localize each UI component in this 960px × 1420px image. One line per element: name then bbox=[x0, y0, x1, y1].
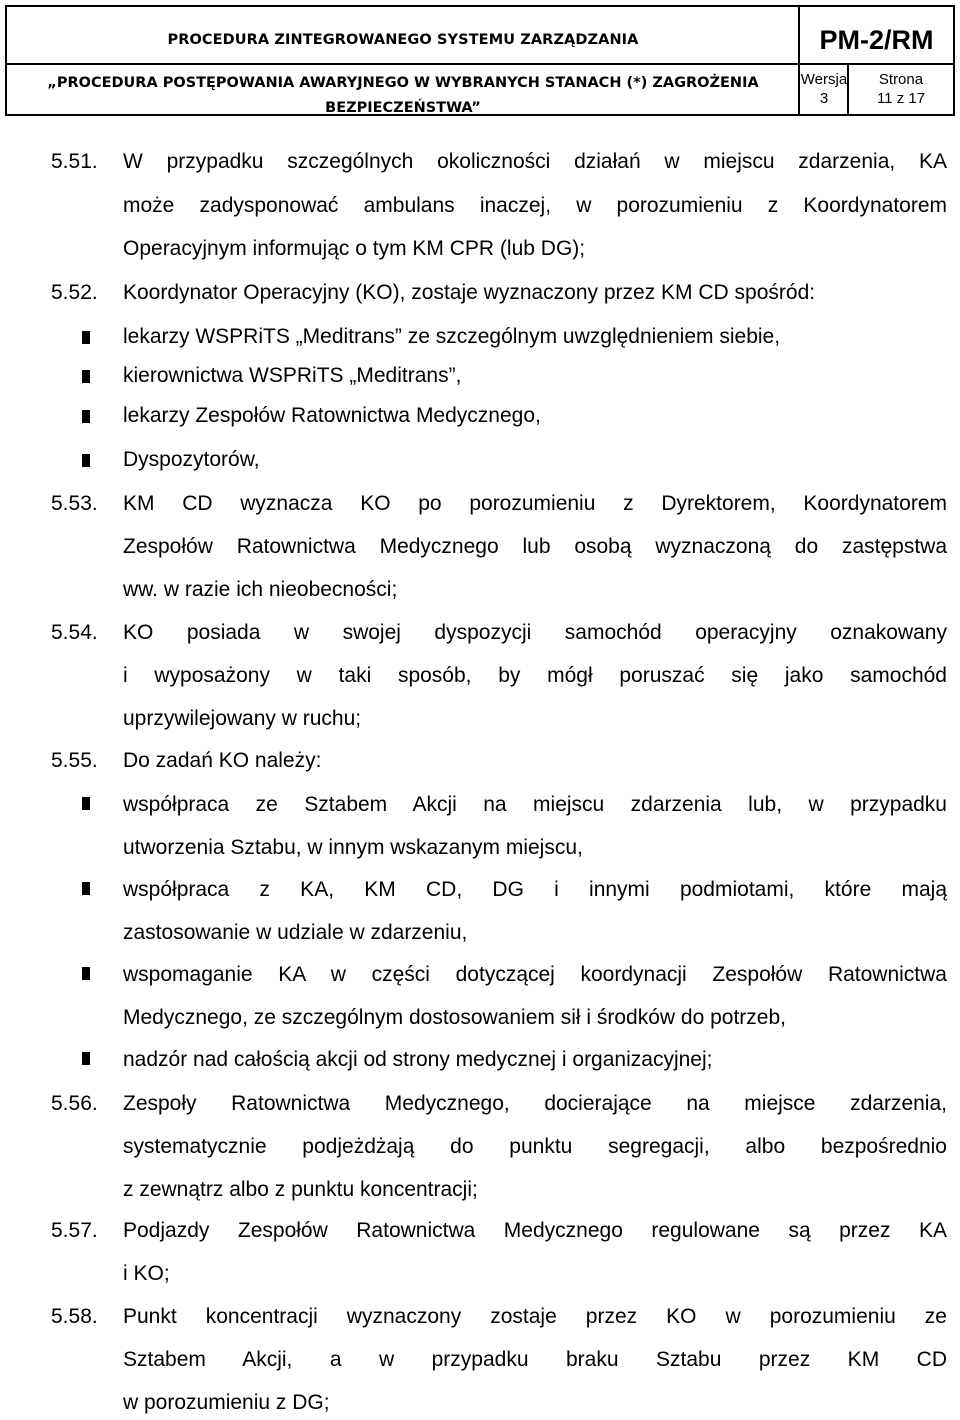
paragraph-line: KM CD wyznacza KO po porozumieniu z Dyrektorem, Koordynatorem bbox=[123, 492, 947, 515]
paragraph-line: KO posiada w swojej dyspozycji samochód operacyjny oznakowany bbox=[123, 621, 947, 644]
procedure-title-line1: „PROCEDURA POSTĘPOWANIA AWARYJNEGO W WYBRANYCH STANACH (*) ZAGROŻENIA bbox=[47, 75, 759, 91]
procedure-title-line2: BEZPIECZEŃSTWA” bbox=[325, 100, 481, 116]
paragraph-line: systematycznie podjeżdżają do punktu segregacji, albo bezpośrednio bbox=[123, 1135, 947, 1158]
item-number: 5.56. bbox=[51, 1092, 98, 1115]
bullet-marker bbox=[82, 454, 90, 467]
paragraph-line: Do zadań KO należy: bbox=[123, 749, 322, 772]
paragraph-line: może zadysponować ambulans inaczej, w porozumieniu z Koordynatorem bbox=[123, 194, 947, 217]
bullet-marker bbox=[82, 331, 90, 344]
paragraph-line: Podjazdy Zespołów Ratownictwa Medycznego regulowane są przez KA bbox=[123, 1219, 947, 1242]
bullet-text: współpraca z KA, KM CD, DG i innymi podmiotami, które mają bbox=[123, 878, 947, 901]
item-number: 5.53. bbox=[51, 492, 98, 515]
bullet-marker bbox=[82, 410, 90, 423]
item-number: 5.57. bbox=[51, 1219, 98, 1242]
version-value: 3 bbox=[819, 90, 829, 107]
item-number: 5.52. bbox=[51, 281, 98, 304]
bullet-text: zastosowanie w udziale w zdarzeniu, bbox=[123, 921, 468, 944]
paragraph-line: z zewnątrz albo z punktu koncentracji; bbox=[123, 1178, 478, 1201]
bullet-marker bbox=[82, 1052, 90, 1065]
item-number: 5.55. bbox=[51, 749, 98, 772]
bullet-text: Dyspozytorów, bbox=[123, 448, 260, 471]
paragraph-line: W przypadku szczególnych okoliczności działań w miejscu zdarzenia, KA bbox=[123, 150, 947, 173]
bullet-text: nadzór nad całością akcji od strony medycznej i organizacyjnej; bbox=[123, 1048, 713, 1071]
version-label: Wersja bbox=[800, 71, 848, 88]
bullet-marker bbox=[82, 370, 90, 383]
item-number: 5.51. bbox=[51, 150, 98, 173]
document-header bbox=[5, 5, 955, 116]
paragraph-line: uprzywilejowany w ruchu; bbox=[123, 707, 362, 730]
page-label: Strona bbox=[878, 71, 924, 88]
bullet-marker bbox=[82, 967, 90, 980]
bullet-text: lekarzy Zespołów Ratownictwa Medycznego, bbox=[123, 404, 541, 427]
bullet-text: wspomaganie KA w części dotyczącej koordynacji Zespołów Ratownictwa bbox=[123, 963, 947, 986]
item-number: 5.58. bbox=[51, 1305, 98, 1328]
paragraph-line: Zespołów Ratownictwa Medycznego lub osobą wyznaczoną do zastępstwa bbox=[123, 535, 947, 558]
bullet-text: lekarzy WSPRiTS „Meditrans” ze szczególnym uwzględnieniem siebie, bbox=[123, 325, 781, 348]
page-number: 11 z 17 bbox=[876, 90, 926, 107]
page-cell bbox=[849, 70, 953, 108]
bullet-marker bbox=[82, 882, 90, 895]
paragraph-line: w porozumieniu z DG; bbox=[123, 1391, 330, 1414]
procedure-title bbox=[7, 71, 799, 121]
bullet-text: Medycznego, ze szczególnym dostosowaniem sił i środków do potrzeb, bbox=[123, 1006, 786, 1029]
paragraph-line: Punkt koncentracji wyznaczony zostaje przez KO w porozumieniu ze bbox=[123, 1305, 947, 1328]
paragraph-line: i KO; bbox=[123, 1262, 170, 1285]
paragraph-line: Zespoły Ratownictwa Medycznego, docierające na miejsce zdarzenia, bbox=[123, 1092, 947, 1115]
bullet-text: współpraca ze Sztabem Akcji na miejscu zdarzenia lub, w przypadku bbox=[123, 793, 947, 816]
document-code: PM-2/RM bbox=[819, 24, 934, 55]
paragraph-line: Koordynator Operacyjny (KO), zostaje wyznaczony przez KM CD spośród: bbox=[123, 281, 816, 304]
version-cell bbox=[800, 70, 848, 108]
bullet-text: utworzenia Sztabu, w innym wskazanym miejscu, bbox=[123, 836, 583, 859]
paragraph-line: Sztabem Akcji, a w przypadku braku Sztabu przez KM CD bbox=[123, 1348, 947, 1371]
paragraph-line: i wyposażony w taki sposób, by mógł poruszać się jako samochód bbox=[123, 664, 947, 687]
bullet-text: kierownictwa WSPRiTS „Meditrans”, bbox=[123, 364, 462, 387]
bullet-marker bbox=[82, 797, 90, 810]
procedure-system-title: PROCEDURA ZINTEGROWANEGO SYSTEMU ZARZĄDZANIA bbox=[167, 32, 639, 48]
paragraph-line: ww. w razie ich nieobecności; bbox=[123, 578, 398, 601]
item-number: 5.54. bbox=[51, 621, 98, 644]
paragraph-line: Operacyjnym informując o tym KM CPR (lub DG); bbox=[123, 237, 586, 260]
